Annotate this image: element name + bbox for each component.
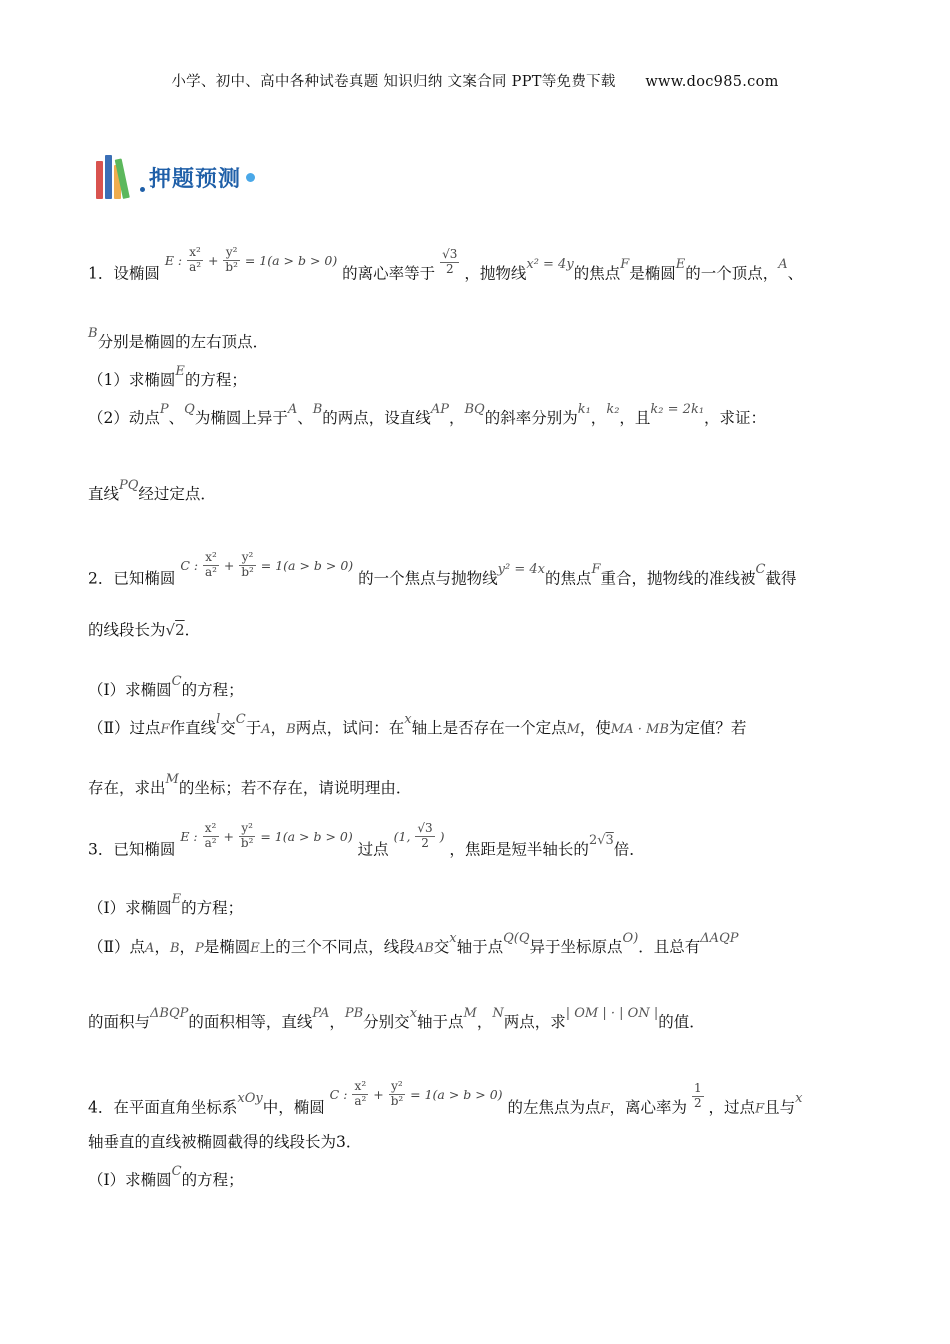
page-header: 小学、初中、高中各种试卷真题 知识归纳 文案合同 PPT等免费下载 www.doc985.com xyxy=(171,74,779,90)
books-icon xyxy=(96,155,132,199)
q3-ellipse-equation: E : $\frac{\text{x²}}{\text{a²}}$ + $\frac{\text{y²}}{\text{b²}}$ = 1(a > b > 0) xyxy=(180,821,353,850)
banner-title: 押题预测 xyxy=(149,166,242,192)
q1-line5: 直线$^{PQ}$经过定点． xyxy=(88,478,216,503)
q3-line1: 3．已知椭圆 E : $\frac{\text{x²}}{\text{a²}}$ + $\frac{\text{y²}}{\text{b²}}$ = 1(a > b > 0) 过点 (1, $\frac{√3}{2}$ ) ，焦距是短半轴长的$^{2√3}$倍． xyxy=(88,821,645,859)
q1-part1: （1）求椭圆$^E$的方程； xyxy=(88,364,247,389)
q4-ellipse-equation: C : $\frac{\text{x²}}{\text{a²}}$ + $\frac{\text{y²}}{\text{b²}}$ = 1(a > b > 0) xyxy=(329,1079,503,1108)
banner-ball-icon xyxy=(246,173,255,182)
q3-line4: 的面积与$^{\Delta BQP}$的面积相等，直线$^{PA}$，$^{PB}$分别交$^x$轴于点$^M$，$^N$两点，求$^{| OM | \cdot | ON |}$的值． xyxy=(88,1006,705,1031)
q3-part1: （Ⅰ）求椭圆$^E$的方程； xyxy=(88,892,244,917)
q2-line1: 2．已知椭圆 C : $\frac{\text{x²}}{\text{a²}}$ + $\frac{\text{y²}}{\text{b²}}$ = 1(a > b > 0) 的一个焦点与抛物线$^{y^2 = 4x}$的焦点$^F$重合，抛物线的准线被$^C$截得 xyxy=(88,550,797,588)
q1-ellipse-equation: E : $\frac{\text{x²}}{\text{a²}}$ + $\frac{\text{y²}}{\text{b²}}$ = 1(a > b > 0) xyxy=(164,245,338,274)
section-banner xyxy=(96,152,255,202)
q3-point: (1, $\frac{√3}{2}$ ) xyxy=(393,821,445,850)
q2-line5: 存在，求出$^M$的坐标；若不存在，请说明理由． xyxy=(88,772,412,797)
q2-part2: （Ⅱ）过点F作直线$^l$交$^C$于A，B两点，试问：在$^x$轴上是否存在一个定点M，使MA · MB为定值？若 xyxy=(88,712,747,737)
q1-line2: $^B$分别是椭圆的左右顶点． xyxy=(88,326,269,351)
q2-line2: 的线段长为√2． xyxy=(88,621,201,639)
q1-line1: 1．设椭圆 E : $\frac{\text{x²}}{\text{a²}}$ + $\frac{\text{y²}}{\text{b²}}$ = 1(a > b > 0) 的离心率等于 $\frac{√3}{2}$ ，抛物线$^{x^2 = 4y}$的焦点$^F$是椭圆$^E$的一个顶点，$^A$、 xyxy=(88,245,804,283)
q3-part2: （Ⅱ）点A，B，P是椭圆E上的三个不同点，线段AB交$^x$轴于点$^{Q(Q}$异于坐标原点$^{O)}$．且总有$^{\Delta AQP}$ xyxy=(88,931,739,956)
q4-part1: （Ⅰ）求椭圆$^C$的方程； xyxy=(88,1164,244,1189)
q1-part2: （2）动点$^P$、$^Q$为椭圆上异于$^A$、$^B$的两点，设直线$^{AP}$，$^{BQ}$的斜率分别为$^{k_1}$，$^{k_2}$，且$^{k_2 = 2k_1}$，求证： xyxy=(88,402,767,427)
q2-ellipse-equation: C : $\frac{\text{x²}}{\text{a²}}$ + $\frac{\text{y²}}{\text{b²}}$ = 1(a > b > 0) xyxy=(180,550,354,579)
q4-line1: 4．在平面直角坐标系$^{xOy}$中，椭圆 C : $\frac{\text{x²}}{\text{a²}}$ + $\frac{\text{y²}}{\text{b²}}$ = 1(a > b > 0) 的左焦点为点F，离心率为 $\frac{1}{2}$ ，过点F且与$^x$ xyxy=(88,1079,803,1117)
q2-part1: （Ⅰ）求椭圆$^C$的方程； xyxy=(88,674,244,699)
banner-dot xyxy=(140,187,145,192)
q4-line2: 轴垂直的直线被椭圆截得的线段长为3． xyxy=(88,1133,362,1151)
